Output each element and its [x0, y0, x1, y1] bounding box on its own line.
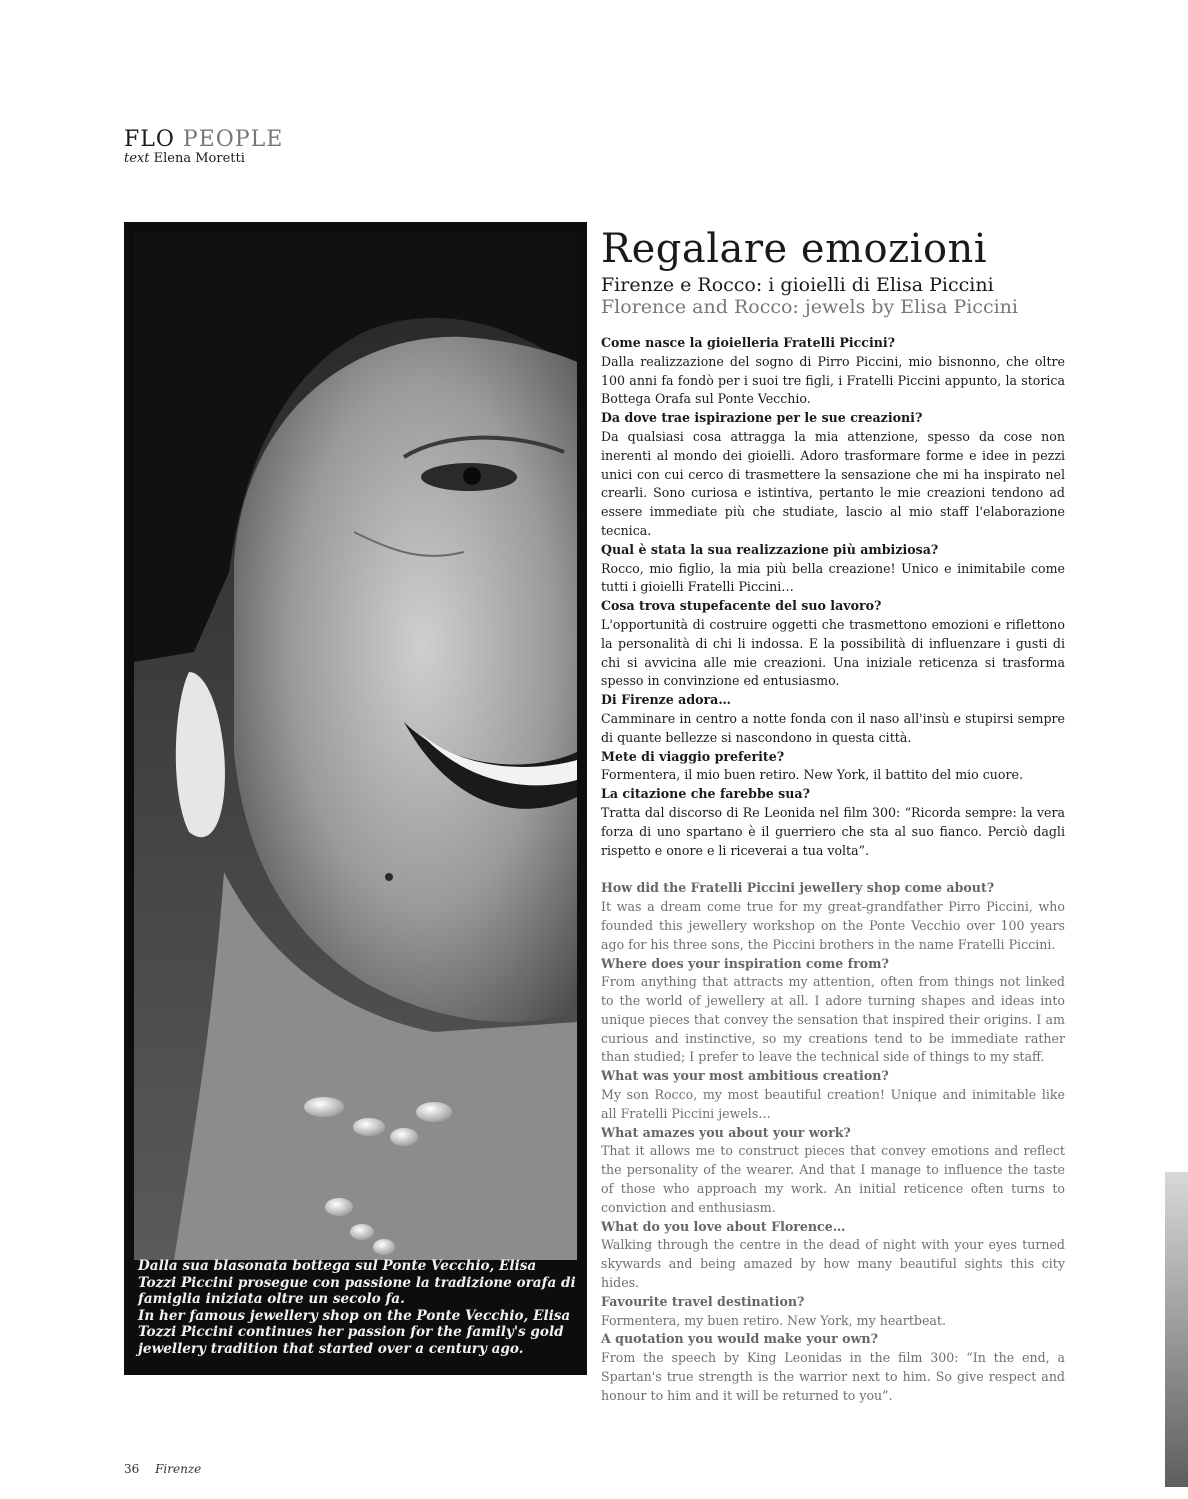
- answer: It was a dream come true for my great-grandfather Pirro Piccini, who founded this jewellery workshop on the Ponte Vecchio over 100 years ago for his three sons, the Piccini brothers in the name Fratelli Piccini.: [601, 899, 1065, 952]
- answer: Formentera, il mio buen retiro. New York, il battito del mio cuore.: [601, 767, 1023, 783]
- article-title: Regalare emozioni: [601, 226, 988, 272]
- question: Da dove trae ispirazione per le sue creazioni?: [601, 410, 923, 426]
- answer: My son Rocco, my most beautiful creation! Unique and inimitable like all Fratelli Piccini jewels…: [601, 1087, 1065, 1121]
- question: What amazes you about your work?: [601, 1124, 851, 1140]
- question: Mete di viaggio preferite?: [601, 748, 785, 764]
- subtitle-italian: Firenze e Rocco: i gioielli di Elisa Piccini: [601, 274, 994, 296]
- photo-caption: [138, 1258, 578, 1357]
- question: Favourite travel destination?: [601, 1293, 805, 1309]
- article: [601, 226, 1065, 1406]
- answer: Dalla realizzazione del sogno di Pirro Piccini, mio bisnonno, che oltre 100 anni fa fondò per i suoi tre figli, i Fratelli Piccini appunto, la storica Bottega Orafa sul Ponte Vecchio.: [601, 353, 1065, 407]
- magazine-name: Firenze: [155, 1462, 202, 1476]
- portrait-photo: [134, 232, 577, 1260]
- section-title-word1: FLO: [124, 127, 175, 152]
- answer: Da qualsiasi cosa attragga la mia attenzione, spesso da cose non inerenti al mondo dei gioielli. Adoro trasformare forme e idee in pezzi unici con cui cerco di trasmettere la sensazione che mi ha inspirato nel crearli. Sono curiosa e istintiva, pertanto le mie creazioni tendono ad essere immediate più che studiate, lascio al mio staff l'elaborazione tecnica.: [601, 428, 1065, 538]
- answer: From the speech by King Leonidas in the film 300: “In the end, a Spartan's true strength is the warrior next to him. So give respect and honour to him and it will be returned to you”.: [601, 1350, 1065, 1403]
- question: Qual è stata la sua realizzazione più ambiziosa?: [601, 541, 939, 557]
- byline-label: text: [124, 151, 150, 166]
- caption-english: In her famous jewellery shop on the Ponte Vecchio, Elisa Tozzi Piccini continues her passion for the family's gold jewellery tradition that started over a century ago.: [138, 1307, 571, 1357]
- question: What was your most ambitious creation?: [601, 1068, 889, 1084]
- subtitle-english: Florence and Rocco: jewels by Elisa Piccini: [601, 296, 1018, 318]
- question: Cosa trova stupefacente del suo lavoro?: [601, 598, 882, 614]
- answer: Rocco, mio figlio, la mia più bella creazione! Unico e inimitabile come tutti i gioielli Fratelli Piccini…: [601, 560, 1065, 595]
- caption-italian: Dalla sua blasonata bottega sul Ponte Vecchio, Elisa Tozzi Piccini prosegue con passione la tradizione orafa di famiglia iniziata oltre un secolo fa.: [138, 1258, 576, 1307]
- answer: Tratta dal discorso di Re Leonida nel film 300: “Ricorda sempre: la vera forza di uno spartano è il guerriero che sta al suo fianco. Perciò dagli rispetto e onore e li riceverai a tua volta”.: [601, 804, 1065, 858]
- section-title: [124, 128, 283, 152]
- answer: Camminare in centro a notte fonda con il naso all'insù e stupirsi sempre di quante bellezze si nascondono in questa città.: [601, 710, 1065, 745]
- question: La citazione che farebbe sua?: [601, 786, 810, 802]
- question: A quotation you would make your own?: [601, 1331, 878, 1347]
- interview-italian: [601, 334, 1065, 860]
- interview-english: [601, 879, 1065, 1405]
- question: How did the Fratelli Piccini jewellery shop come about?: [601, 880, 995, 896]
- question: What do you love about Florence…: [601, 1218, 846, 1234]
- answer: From anything that attracts my attention, often from things not linked to the world of jewellery at all. I adore turning shapes and ideas into unique pieces that convey the sensation that inspired their origins. I am curious and instinctive, so my creations tend to be immediate rather than studied; I prefer to leave the technical side of things to my staff.: [601, 974, 1065, 1065]
- question: Where does your inspiration come from?: [601, 955, 889, 971]
- portrait-illustration: [134, 232, 577, 1260]
- answer: Formentera, my buen retiro. New York, my heartbeat.: [601, 1312, 946, 1328]
- byline-author: Elena Moretti: [153, 151, 245, 166]
- answer: That it allows me to construct pieces that convey emotions and reflect the personality of the wearer. And that I manage to influence the taste of those who approach my work. An initial reticence often turns to conviction and enthusiasm.: [601, 1143, 1065, 1215]
- question: Di Firenze adora…: [601, 692, 731, 708]
- answer: L'opportunità di costruire oggetti che trasmettono emozioni e riflettono la personalità di chi li indossa. E la possibilità di influenzare i gusti di chi si avvicina alle mie creazioni. Una iniziale reticenza si trasforma spesso in convinzione ed entusiasmo.: [601, 616, 1065, 689]
- page-number: 36: [124, 1462, 140, 1476]
- page-folio: [124, 1462, 201, 1476]
- photo-frame: [124, 222, 587, 1375]
- section-title-word2: PEOPLE: [182, 127, 284, 152]
- question: Come nasce la gioielleria Fratelli Piccini?: [601, 335, 896, 350]
- page-edge-tab: [1165, 1172, 1188, 1487]
- section-header: [124, 128, 283, 166]
- answer: Walking through the centre in the dead of night with your eyes turned skywards and being amazed by how many beautiful sights this city hides.: [601, 1237, 1065, 1291]
- byline: [124, 152, 283, 166]
